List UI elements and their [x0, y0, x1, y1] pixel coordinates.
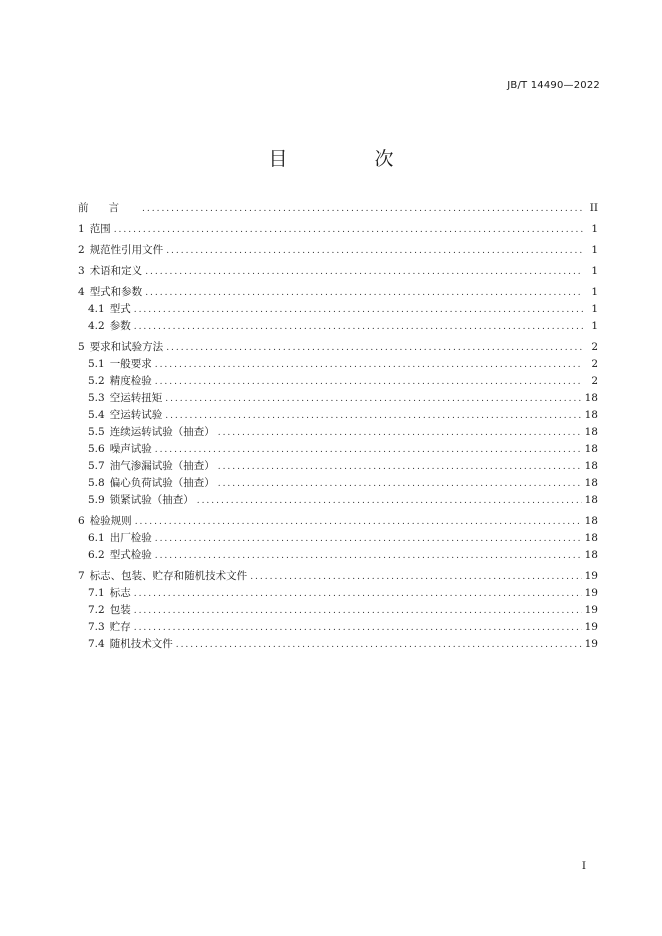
toc-entry-number: 5.4	[88, 409, 105, 421]
toc-entry-page: 19	[584, 570, 598, 582]
page-title: 目 次	[268, 148, 428, 170]
toc-entry-page: 2	[591, 341, 598, 353]
toc-entry[interactable]	[78, 602, 598, 619]
toc-entry-page: 18	[584, 392, 598, 404]
toc-entry-number: 5.5	[88, 426, 105, 438]
toc-entry-label: 偏心负荷试验（抽查）	[109, 477, 215, 489]
toc-leader-dots	[166, 340, 583, 357]
toc-entry-label: 型式检验	[109, 549, 152, 561]
toc-entry-number: 2	[78, 244, 85, 256]
toc-entry-label: 出厂检验	[109, 532, 152, 544]
toc-entry-label: 标志、包装、贮存和随机技术文件	[89, 570, 248, 582]
toc-leader-dots	[250, 569, 581, 586]
toc-entry-number: 5.1	[88, 358, 105, 370]
standard-code: JB/T 14490—2022	[507, 80, 600, 91]
toc-entry-label: 空运转扭矩	[109, 392, 163, 404]
toc-entry[interactable]	[78, 318, 598, 335]
toc-entry-number: 5.6	[88, 443, 105, 455]
toc-leader-dots	[155, 548, 582, 565]
toc-leader-dots	[155, 357, 583, 374]
toc-entry[interactable]	[78, 547, 598, 564]
toc-leader-dots	[145, 285, 583, 302]
toc-entry-label: 随机技术文件	[109, 638, 173, 650]
toc-entry[interactable]	[78, 339, 598, 356]
toc-entry[interactable]	[78, 200, 598, 217]
toc-entry-label: 标志	[109, 587, 131, 599]
toc-entry[interactable]	[78, 530, 598, 547]
toc-entry-label: 参数	[109, 320, 131, 332]
toc-entry[interactable]	[78, 585, 598, 602]
toc-entry-label: 检验规则	[89, 515, 132, 527]
toc-entry-page: 1	[591, 303, 598, 315]
toc-leader-dots	[155, 442, 582, 459]
toc-entry-page: 18	[584, 515, 598, 527]
toc-entry[interactable]	[78, 619, 598, 636]
toc-entry-label: 一般要求	[109, 358, 152, 370]
toc-entry-label: 空运转试验	[109, 409, 163, 421]
toc-entry[interactable]	[78, 568, 598, 585]
toc-entry[interactable]	[78, 458, 598, 475]
toc-leader-dots	[134, 603, 582, 620]
toc-leader-dots	[134, 302, 583, 319]
page-number: I	[581, 860, 586, 872]
toc-entry[interactable]	[78, 424, 598, 441]
toc-entry-label: 锁紧试验（抽查）	[109, 494, 194, 506]
toc-entry-number: 5.8	[88, 477, 105, 489]
toc-entry-number: 4.1	[88, 303, 105, 315]
toc-entry-label: 型式和参数	[89, 286, 143, 298]
toc-entry-label: 范围	[89, 223, 111, 235]
toc-entry-page: 2	[591, 375, 598, 387]
toc-leader-dots	[165, 408, 581, 425]
toc-entry-label: 术语和定义	[89, 265, 143, 277]
toc-entry-page: 19	[584, 604, 598, 616]
toc-entry-number: 5.7	[88, 460, 105, 472]
toc-entry-label: 精度检验	[109, 375, 152, 387]
toc-entry-number: 5.2	[88, 375, 105, 387]
toc-entry-page: 18	[584, 549, 598, 561]
toc-leader-dots	[197, 493, 582, 510]
toc-leader-dots	[165, 391, 581, 408]
toc-entry-number: 5	[78, 341, 85, 353]
toc-entry-number: 7.3	[88, 621, 105, 633]
table-of-contents	[78, 200, 598, 653]
toc-entry-page: 2	[591, 358, 598, 370]
toc-entry-number: 5.3	[88, 392, 105, 404]
toc-leader-dots	[142, 201, 583, 218]
toc-entry[interactable]	[78, 356, 598, 373]
toc-entry-label: 前言	[78, 202, 139, 214]
toc-entry-page: 1	[591, 244, 598, 256]
toc-leader-dots	[134, 586, 582, 603]
toc-entry[interactable]	[78, 492, 598, 509]
toc-leader-dots	[155, 531, 582, 548]
toc-entry-page: 18	[584, 477, 598, 489]
toc-leader-dots	[218, 425, 582, 442]
toc-leader-dots	[145, 264, 583, 281]
toc-entry[interactable]	[78, 513, 598, 530]
toc-leader-dots	[155, 374, 583, 391]
toc-entry-label: 油气渗漏试验（抽查）	[109, 460, 215, 472]
toc-entry[interactable]	[78, 441, 598, 458]
toc-entry[interactable]	[78, 636, 598, 653]
toc-entry-label: 噪声试验	[109, 443, 152, 455]
toc-entry[interactable]	[78, 407, 598, 424]
toc-entry-page: 18	[584, 494, 598, 506]
toc-entry-page: 1	[591, 265, 598, 277]
toc-entry[interactable]	[78, 301, 598, 318]
toc-entry-number: 4.2	[88, 320, 105, 332]
toc-entry-page: 19	[584, 587, 598, 599]
toc-entry-page: 18	[584, 460, 598, 472]
toc-entry-number: 7.2	[88, 604, 105, 616]
toc-entry-page: 18	[584, 532, 598, 544]
toc-entry-number: 6	[78, 515, 85, 527]
toc-entry[interactable]	[78, 284, 598, 301]
toc-entry-page: 18	[584, 443, 598, 455]
toc-entry-page: 19	[584, 638, 598, 650]
toc-entry-number: 7	[78, 570, 85, 582]
toc-entry-page: II	[589, 202, 598, 214]
toc-entry-number: 7.1	[88, 587, 105, 599]
toc-entry-label: 规范性引用文件	[89, 244, 164, 256]
toc-entry-number: 1	[78, 223, 85, 235]
toc-entry-page: 18	[584, 426, 598, 438]
toc-entry[interactable]	[78, 390, 598, 407]
toc-leader-dots	[176, 637, 582, 654]
toc-entry-page: 1	[591, 286, 598, 298]
toc-entry[interactable]	[78, 242, 598, 259]
toc-leader-dots	[134, 319, 583, 336]
toc-leader-dots	[218, 459, 582, 476]
toc-leader-dots	[114, 222, 583, 239]
toc-entry-page: 1	[591, 320, 598, 332]
toc-entry-page: 18	[584, 409, 598, 421]
toc-entry-page: 19	[584, 621, 598, 633]
toc-entry[interactable]	[78, 221, 598, 238]
toc-entry[interactable]	[78, 263, 598, 280]
toc-leader-dots	[135, 514, 582, 531]
toc-entry-label: 型式	[109, 303, 131, 315]
toc-entry-label: 要求和试验方法	[89, 341, 164, 353]
toc-entry-number: 6.2	[88, 549, 105, 561]
toc-entry-number: 7.4	[88, 638, 105, 650]
toc-entry-label: 连续运转试验（抽查）	[109, 426, 215, 438]
toc-leader-dots	[166, 243, 583, 260]
toc-entry[interactable]	[78, 373, 598, 390]
toc-entry-page: 1	[591, 223, 598, 235]
toc-entry-number: 4	[78, 286, 85, 298]
toc-entry[interactable]	[78, 475, 598, 492]
toc-leader-dots	[134, 620, 582, 637]
toc-leader-dots	[218, 476, 582, 493]
toc-entry-number: 3	[78, 265, 85, 277]
toc-entry-number: 5.9	[88, 494, 105, 506]
toc-entry-label: 包装	[109, 604, 131, 616]
toc-entry-label: 贮存	[109, 621, 131, 633]
toc-entry-number: 6.1	[88, 532, 105, 544]
